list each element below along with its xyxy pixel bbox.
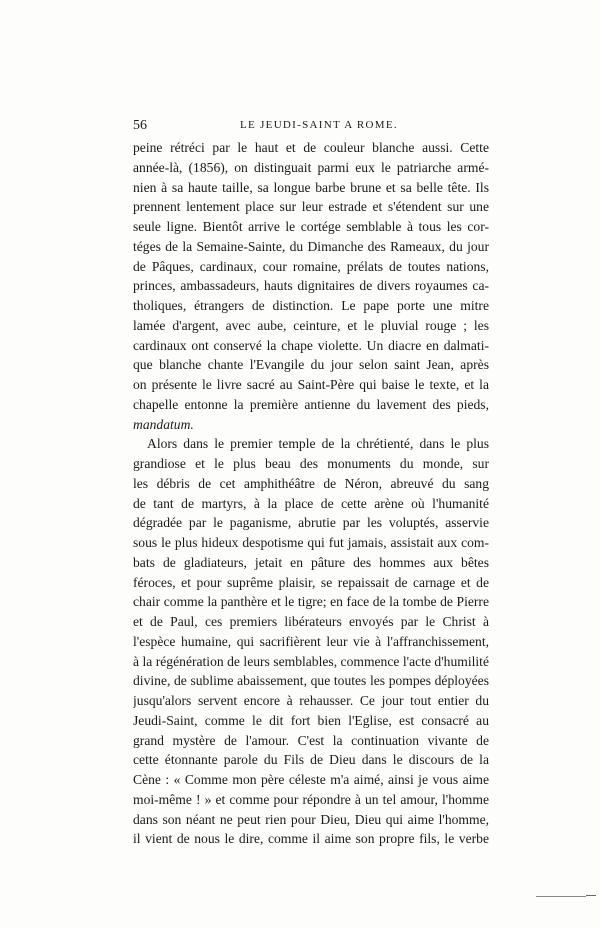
body-text	[133, 138, 489, 849]
text-line: cardinaux ont conservé la chape violette. Un diacre en dalmati-	[133, 337, 489, 353]
text-line-italic: mandatum.	[133, 416, 194, 432]
text-line: moi-même ! » et comme pour répondre à un tel amour, l'homme	[133, 791, 489, 807]
text-line: prennent lentement place sur leur estrade et s'étendent sur une	[133, 199, 489, 215]
text-line: Cène : « Comme mon père céleste m'a aimé, ainsi je vous aime	[133, 772, 489, 787]
text-line: chapelle entonne la première antienne du lavement des pieds,	[133, 396, 489, 412]
text-line: sous le plus hideux despotisme qui fut jamais, assistait aux com-	[133, 535, 489, 550]
text-line: nien à sa haute taille, sa longue barbe brune et sa belle tête. Ils	[133, 179, 489, 195]
text-line: l'espèce humaine, qui sacrifièrent leur vie à l'affranchissement,	[133, 633, 489, 649]
text-line: on présente le livre sacré au Saint-Père qui baise le texte, et la	[133, 377, 489, 392]
page-number: 56	[133, 118, 147, 133]
text-line: à la régénération de leurs semblables, commence l'acte d'humilité	[133, 653, 489, 669]
running-title: LE JEUDI-SAINT A ROME.	[240, 119, 398, 131]
text-line: téges de la Semaine-Sainte, du Dimanche des Rameaux, du jour	[133, 238, 489, 254]
text-line: cette étonnante parole du Fils de Dieu dans le discours de la	[133, 752, 489, 768]
text-line: de Pâques, cardinaux, cour romaine, prélats de toutes nations,	[133, 258, 489, 274]
text-line: année-là, (1856), on distinguait parmi eux le patriarche armé-	[133, 159, 489, 175]
text-line: peine rétréci par le haut et de couleur blanche aussi. Cette	[133, 140, 489, 155]
text-line: et de Paul, ces premiers libérateurs envoyés par le Christ à	[133, 614, 489, 629]
text-line: les débris de cet amphithéâtre de Néron, abreuvé du sang	[133, 475, 489, 491]
text-line: divine, de sublime abaissement, que toutes les pompes déployées	[133, 673, 489, 689]
page-header	[133, 118, 489, 138]
bottom-rule	[536, 896, 586, 897]
text-line: féroces, et pour suprême plaisir, se repaissait de carnage et de	[133, 574, 489, 590]
text-line: que blanche chante l'Evangile du jour selon saint Jean, après	[133, 357, 489, 373]
text-line: de tant de martyrs, à la place de cette arène où l'humanité	[133, 495, 489, 511]
paragraph-start-line: Alors dans le premier temple de la chrétienté, dans le plus	[147, 436, 489, 452]
text-line: chair comme la panthère et le tigre; en face de la tombe de Pierre	[133, 594, 489, 610]
bottom-rule-short	[586, 895, 596, 896]
text-line: dans son néant ne peut rien pour Dieu, Dieu qui aime l'homme,	[133, 811, 489, 827]
text-line: princes, ambassadeurs, hauts dignitaires de divers royaumes ca-	[133, 278, 489, 294]
text-line: Jeudi-Saint, comme le dit fort bien l'Eglise, est consacré au	[133, 712, 489, 728]
text-line: jusqu'alors servent encore à rehausser. Ce jour tout entier du	[133, 693, 489, 708]
text-line: il vient de nous le dire, comme il aime son propre fils, le verbe	[133, 831, 489, 847]
text-line: tholiques, étrangers de distinction. Le pape porte une mitre	[133, 298, 489, 313]
text-line: lamée d'argent, avec aube, ceinture, et le pluvial rouge ; les	[133, 317, 489, 333]
text-line: grandiose et le plus beau des monuments du monde, sur	[133, 456, 489, 471]
text-line: seule ligne. Bientôt arrive le cortége semblable à tous les cor-	[133, 219, 489, 234]
text-line: dégradée par le paganisme, abrutie par les voluptés, asservie	[133, 515, 489, 531]
text-line: grand mystère de l'amour. C'est la continuation vivante de	[133, 732, 489, 748]
text-line: bats de gladiateurs, jetait en pâture des hommes aux bêtes	[133, 554, 489, 570]
